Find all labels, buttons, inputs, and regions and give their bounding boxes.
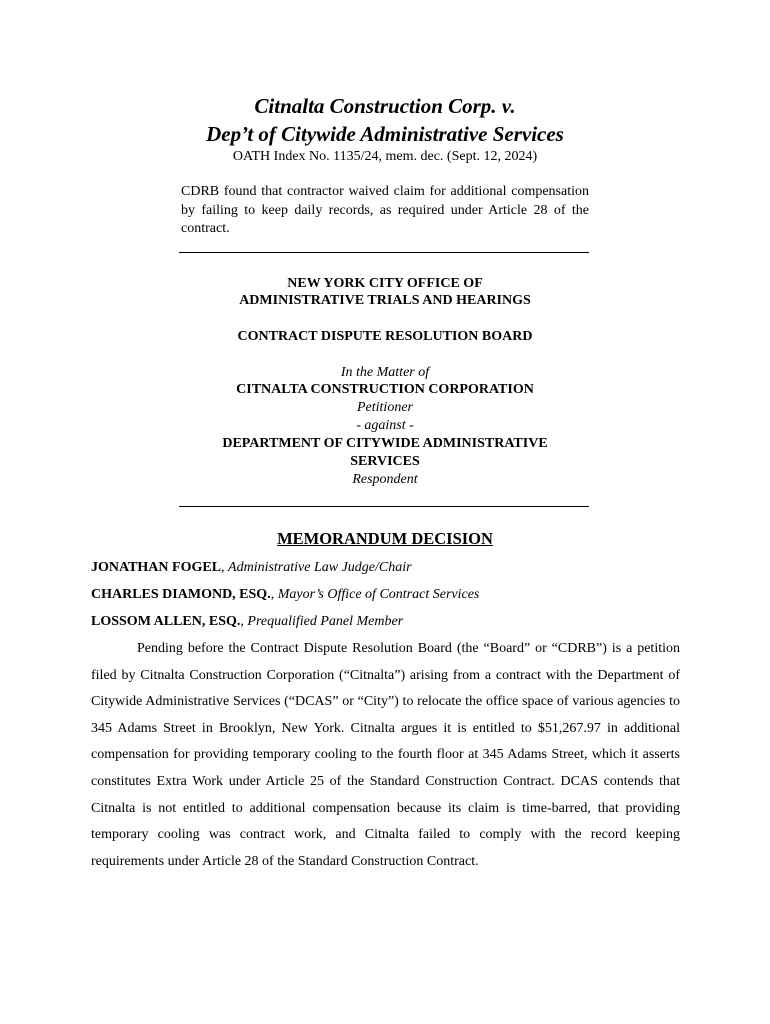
case-title-line-2: Dep’t of Citywide Administrative Services bbox=[206, 122, 564, 146]
panel-member-role: Prequalified Panel Member bbox=[247, 614, 404, 629]
petitioner-name: CITNALTA CONSTRUCTION CORPORATION bbox=[236, 382, 534, 397]
memorandum-heading: MEMORANDUM DECISION bbox=[277, 529, 493, 548]
panel-member-separator: , bbox=[270, 587, 278, 602]
panel-member-1 bbox=[91, 560, 412, 576]
decision-summary: CDRB found that contractor waived claim for additional compensation by failing to keep daily records, as required under Article 28 of the contract. bbox=[181, 184, 589, 236]
board-name: CONTRACT DISPUTE RESOLUTION BOARD bbox=[237, 329, 533, 344]
panel-member-role: Mayor’s Office of Contract Services bbox=[277, 587, 480, 602]
respondent-name-line-1: DEPARTMENT OF CITYWIDE ADMINISTRATIVE bbox=[222, 436, 548, 451]
decision-body bbox=[91, 636, 680, 875]
divider-bottom bbox=[179, 506, 589, 507]
oath-index: OATH Index No. 1135/24, mem. dec. (Sept. 12, 2024) bbox=[232, 149, 538, 164]
in-the-matter-of: In the Matter of bbox=[340, 365, 430, 380]
respondent-name-line-2: SERVICES bbox=[350, 454, 420, 469]
respondent-role: Respondent bbox=[352, 472, 418, 487]
case-title bbox=[0, 92, 770, 148]
case-title-line-1: Citnalta Construction Corp. v. bbox=[254, 94, 516, 118]
panel-member-separator: , bbox=[221, 560, 229, 575]
office-name-line-1: NEW YORK CITY OFFICE OF bbox=[287, 276, 483, 291]
panel-member-3 bbox=[91, 614, 403, 630]
panel-member-name: JONATHAN FOGEL bbox=[91, 560, 222, 575]
petitioner-role: Petitioner bbox=[357, 400, 413, 415]
panel-member-name: LOSSOM ALLEN, ESQ. bbox=[91, 614, 241, 629]
panel-member-2 bbox=[91, 587, 479, 603]
divider-top bbox=[179, 252, 589, 253]
panel-member-name: CHARLES DIAMOND, ESQ. bbox=[91, 587, 271, 602]
against-label: - against - bbox=[356, 418, 414, 433]
panel-member-role: Administrative Law Judge/Chair bbox=[228, 560, 412, 575]
office-name-line-2: ADMINISTRATIVE TRIALS AND HEARINGS bbox=[239, 293, 531, 308]
body-paragraph: Pending before the Contract Dispute Resolution Board (the “Board” or “CDRB”) is a petition filed by Citnalta Construction Corporation (“Citnalta”) arising from a contract with the Department of Citywide Administrative Services (“DCAS” or “City”) to relocate the office space of various agencies to 345 Adams Street in Brooklyn, New York. Citnalta argues it is entitled to $51,267.97 in additional compensation for providing temporary cooling to the fourth floor at 345 Adams Street, which it asserts constitutes Extra Work under Article 25 of the Standard Construction Contract. DCAS contends that Citnalta is not entitled to additional compensation because its claim is time-barred, that providing temporary cooling was contract work, and Citnalta failed to comply with the record keeping requirements under Article 28 of the Standard Construction Contract. bbox=[91, 641, 680, 869]
panel-member-separator: , bbox=[240, 614, 248, 629]
